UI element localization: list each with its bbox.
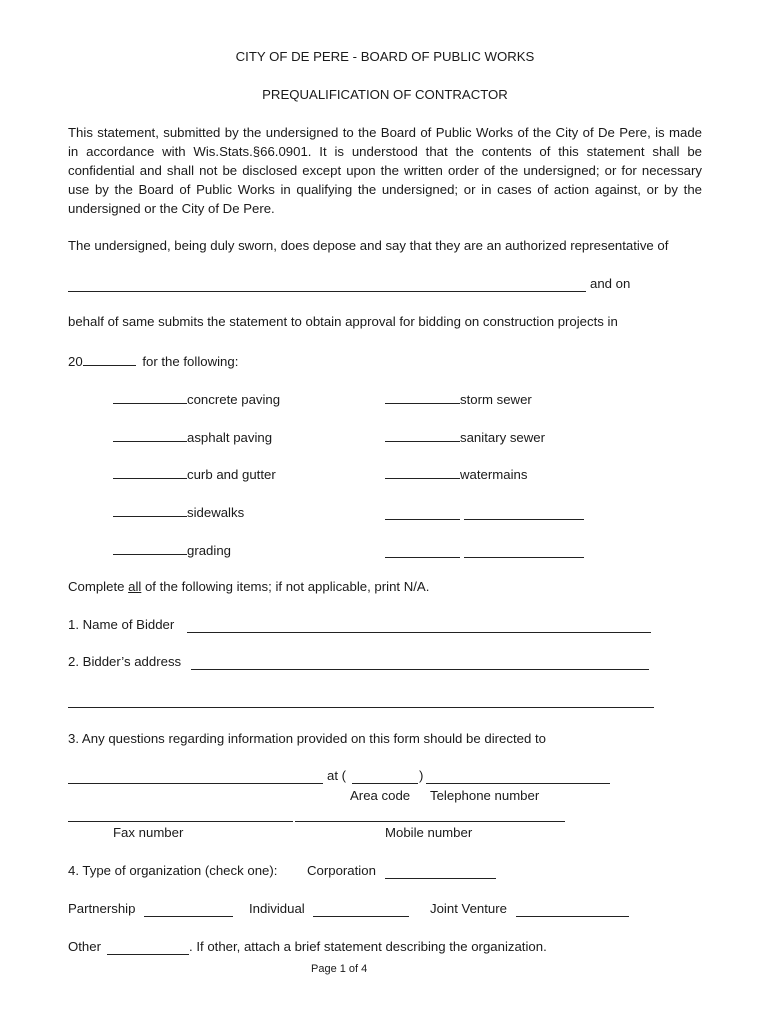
name-of-bidder-label: 1. Name of Bidder: [68, 617, 175, 632]
questions-label: 3. Any questions regarding information provided on this form should be directed to: [68, 731, 546, 746]
other-note: . If other, attach a brief statement describing the organization.: [189, 939, 547, 954]
work-type-check-field[interactable]: [385, 465, 460, 479]
work-type-check-field[interactable]: [113, 541, 187, 555]
work-type-check-field[interactable]: [385, 428, 460, 442]
form-subtitle: PREQUALIFICATION OF CONTRACTOR: [262, 87, 508, 102]
org-type-label: 4. Type of organization (check one):: [68, 863, 278, 878]
sworn-text: The undersigned, being duly sworn, does depose and say that they are an authorized representative of: [68, 238, 669, 253]
work-type-item: sanitary sewer: [385, 428, 545, 445]
representative-of-field[interactable]: [68, 291, 586, 292]
work-type-other-name-field[interactable]: [464, 519, 584, 520]
work-type-item: sidewalks: [113, 503, 244, 520]
individual-check-field[interactable]: [313, 916, 409, 917]
partnership-label: Partnership: [68, 901, 136, 916]
work-type-item: curb and gutter: [113, 465, 276, 482]
work-type-check-field[interactable]: [385, 390, 460, 404]
contact-name-field[interactable]: [68, 783, 323, 784]
telephone-number-caption: Telephone number: [430, 788, 540, 803]
work-type-item: asphalt paving: [113, 428, 272, 445]
page-number: Page 1 of 4: [311, 963, 368, 975]
instructions-text: Complete all of the following items; if not applicable, print N/A.: [68, 579, 430, 594]
paren-close: ): [419, 768, 424, 783]
bidders-address-field[interactable]: [191, 669, 649, 670]
fax-number-caption: Fax number: [113, 825, 184, 840]
mobile-number-field[interactable]: [295, 821, 565, 822]
work-type-other-check-field[interactable]: [385, 519, 460, 520]
work-type-check-field[interactable]: [113, 503, 187, 517]
other-label: Other: [68, 939, 101, 954]
form-title: CITY OF DE PERE - BOARD OF PUBLIC WORKS: [235, 49, 535, 64]
statement-paragraph: This statement, submitted by the undersigned to the Board of Public Works of the City of De Pere, is made in accordance with Wis.Stats.§66.0901. It is understood that the contents of this statement shall be confidential and shall not be disclosed except upon the written order of the undersigned; or for necessary use by the Board of Public Works in qualifying the undersigned; or in cases of action against, or by the undersigned or the City of De Pere.: [68, 125, 702, 216]
work-type-other-check-field[interactable]: [385, 557, 460, 558]
work-type-item: watermains: [385, 465, 527, 482]
work-type-check-field[interactable]: [113, 465, 187, 479]
year-prefix: 20: [68, 354, 83, 369]
work-type-item: storm sewer: [385, 390, 532, 407]
work-type-check-field[interactable]: [113, 390, 187, 404]
work-type-item: concrete paving: [113, 390, 280, 407]
year-field[interactable]: [83, 352, 136, 366]
name-of-bidder-field[interactable]: [187, 632, 651, 633]
telephone-number-field[interactable]: [426, 783, 610, 784]
corporation-label: Corporation: [307, 863, 376, 878]
and-on-text: and on: [590, 276, 631, 291]
partnership-check-field[interactable]: [144, 916, 233, 917]
bidders-address-field-2[interactable]: [68, 707, 654, 708]
at-text: at (: [327, 768, 347, 783]
individual-label: Individual: [249, 901, 305, 916]
work-type-item: grading: [113, 541, 231, 558]
other-check-field[interactable]: [107, 954, 189, 955]
joint-venture-check-field[interactable]: [516, 916, 629, 917]
fax-number-field[interactable]: [68, 821, 293, 822]
bidders-address-label: 2. Bidder’s address: [68, 654, 182, 669]
work-type-check-field[interactable]: [113, 428, 187, 442]
mobile-number-caption: Mobile number: [385, 825, 473, 840]
area-code-field[interactable]: [352, 783, 418, 784]
work-type-other-name-field[interactable]: [464, 557, 584, 558]
joint-venture-label: Joint Venture: [430, 901, 507, 916]
corporation-check-field[interactable]: [385, 878, 496, 879]
for-following-text: for the following:: [142, 354, 239, 369]
behalf-text: behalf of same submits the statement to obtain approval for bidding on construction projects in: [68, 314, 618, 329]
area-code-caption: Area code: [350, 788, 411, 803]
